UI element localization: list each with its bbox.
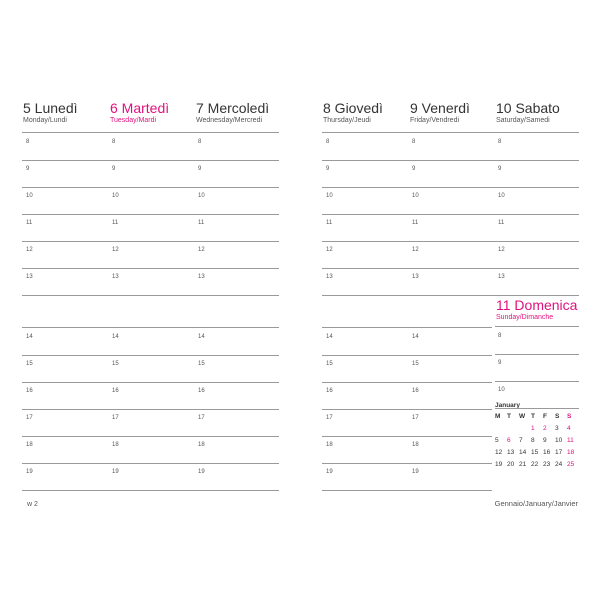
calendar-day[interactable]: 24 bbox=[555, 461, 563, 468]
hour-label: 12 bbox=[498, 247, 505, 253]
calendar-day[interactable]: 1 bbox=[531, 425, 535, 432]
calendar-day bbox=[495, 424, 507, 433]
hour-label: 9 bbox=[198, 166, 202, 172]
calendar-day[interactable]: 3 bbox=[555, 425, 559, 432]
hour-label: 13 bbox=[326, 274, 333, 280]
hour-label: 17 bbox=[112, 415, 119, 421]
right-lower-hour-row[interactable] bbox=[322, 355, 492, 383]
day-subtitle: Friday/Vendredi bbox=[410, 117, 460, 124]
hour-label: 14 bbox=[112, 334, 119, 340]
day-header-tuesday bbox=[110, 100, 169, 125]
hour-label: 8 bbox=[112, 139, 116, 145]
calendar-day[interactable]: 5 bbox=[495, 437, 499, 444]
hour-label: 15 bbox=[326, 361, 333, 367]
week-number: w 2 bbox=[27, 501, 38, 508]
right-upper-hour-row[interactable] bbox=[322, 268, 579, 296]
hour-label: 19 bbox=[198, 469, 205, 475]
weekday-header: F bbox=[543, 413, 547, 420]
left-upper-hour-row[interactable] bbox=[22, 133, 279, 161]
hour-label: 16 bbox=[26, 388, 33, 394]
calendar-day[interactable]: 21 bbox=[519, 461, 527, 468]
day-title: 8 Giovedì bbox=[323, 100, 383, 116]
day-header-wednesday bbox=[196, 100, 269, 125]
calendar-day[interactable]: 6 bbox=[507, 437, 511, 444]
hour-label: 18 bbox=[112, 442, 119, 448]
day-header-saturday bbox=[496, 100, 560, 125]
right-upper-hour-row[interactable] bbox=[322, 241, 579, 269]
hour-label: 11 bbox=[198, 220, 205, 226]
right-page bbox=[300, 0, 600, 600]
hour-label: 9 bbox=[498, 360, 502, 366]
hour-label: 19 bbox=[112, 469, 119, 475]
hour-label: 17 bbox=[198, 415, 205, 421]
hour-label: 12 bbox=[198, 247, 205, 253]
hour-label: 8 bbox=[198, 139, 202, 145]
right-lower-hour-row[interactable] bbox=[322, 409, 492, 437]
calendar-day[interactable]: 4 bbox=[567, 425, 571, 432]
hour-label: 18 bbox=[326, 442, 333, 448]
hour-label: 10 bbox=[498, 193, 505, 199]
mini-calendar-month: January bbox=[495, 402, 520, 409]
hour-label: 10 bbox=[112, 193, 119, 199]
hour-label: 8 bbox=[326, 139, 330, 145]
calendar-day[interactable]: 9 bbox=[543, 437, 547, 444]
hour-label: 19 bbox=[326, 469, 333, 475]
weekday-header: S bbox=[567, 413, 572, 420]
sunday-hour-row[interactable] bbox=[495, 354, 579, 382]
hour-label: 16 bbox=[412, 388, 419, 394]
hour-label: 10 bbox=[326, 193, 333, 199]
hour-label: 18 bbox=[26, 442, 33, 448]
hour-label: 16 bbox=[198, 388, 205, 394]
left-lower-hour-row[interactable] bbox=[22, 328, 279, 356]
hour-label: 15 bbox=[26, 361, 33, 367]
left-upper-hour-row[interactable] bbox=[22, 214, 279, 242]
right-upper-hour-row[interactable] bbox=[322, 214, 579, 242]
hour-label: 8 bbox=[412, 139, 416, 145]
hour-label: 17 bbox=[326, 415, 333, 421]
right-lower-hour-row[interactable] bbox=[322, 328, 492, 356]
hour-label: 17 bbox=[26, 415, 33, 421]
calendar-day[interactable]: 23 bbox=[543, 461, 551, 468]
day-title: 9 Venerdì bbox=[410, 100, 470, 116]
hour-label: 8 bbox=[26, 139, 30, 145]
hour-label: 9 bbox=[412, 166, 416, 172]
hour-label: 13 bbox=[26, 274, 33, 280]
month-label: Gennaio/January/Janvier bbox=[494, 499, 578, 508]
hour-label: 15 bbox=[112, 361, 119, 367]
hour-label: 9 bbox=[498, 166, 502, 172]
hour-label: 9 bbox=[26, 166, 30, 172]
hour-label: 10 bbox=[498, 387, 505, 393]
left-upper-hour-row[interactable] bbox=[22, 241, 279, 269]
day-subtitle: Tuesday/Mardi bbox=[110, 117, 157, 124]
calendar-day bbox=[519, 424, 531, 433]
hour-label: 15 bbox=[412, 361, 419, 367]
weekday-header: T bbox=[507, 413, 511, 420]
day-title: 5 Lunedì bbox=[23, 100, 78, 116]
calendar-day[interactable]: 16 bbox=[543, 449, 551, 456]
hour-label: 12 bbox=[112, 247, 119, 253]
day-header-sunday bbox=[496, 297, 577, 322]
day-header-friday bbox=[410, 100, 470, 125]
hour-label: 13 bbox=[412, 274, 419, 280]
day-title: 10 Sabato bbox=[496, 100, 560, 116]
hour-label: 16 bbox=[112, 388, 119, 394]
hour-label: 18 bbox=[412, 442, 419, 448]
hour-label: 11 bbox=[26, 220, 33, 226]
hour-label: 14 bbox=[326, 334, 333, 340]
hour-label: 15 bbox=[198, 361, 205, 367]
day-subtitle: Wednesday/Mercredi bbox=[196, 117, 263, 124]
left-lower-hour-row[interactable] bbox=[22, 382, 279, 410]
hour-label: 9 bbox=[112, 166, 116, 172]
weekday-header: S bbox=[555, 413, 560, 420]
left-upper-hour-row[interactable] bbox=[22, 268, 279, 296]
right-upper-hour-row[interactable] bbox=[322, 160, 579, 188]
calendar-day[interactable]: 7 bbox=[519, 437, 523, 444]
day-subtitle: Monday/Lundi bbox=[23, 117, 67, 124]
hour-label: 11 bbox=[326, 220, 333, 226]
right-upper-hour-row[interactable] bbox=[322, 133, 579, 161]
day-subtitle: Sunday/Dimanche bbox=[496, 314, 554, 321]
right-lower-hour-row[interactable] bbox=[322, 382, 492, 410]
hour-label: 19 bbox=[412, 469, 419, 475]
hour-label: 10 bbox=[412, 193, 419, 199]
hour-label: 14 bbox=[26, 334, 33, 340]
mini-calendar-grid bbox=[495, 412, 579, 469]
hour-label: 18 bbox=[198, 442, 205, 448]
calendar-day[interactable]: 14 bbox=[519, 449, 527, 456]
calendar-day[interactable]: 25 bbox=[567, 461, 575, 468]
weekday-header: W bbox=[519, 413, 526, 420]
sunday-hour-row[interactable] bbox=[495, 327, 579, 355]
hour-label: 12 bbox=[326, 247, 333, 253]
right-lower-hour-row[interactable] bbox=[322, 463, 492, 491]
calendar-day[interactable]: 12 bbox=[495, 449, 503, 456]
calendar-day[interactable]: 15 bbox=[531, 449, 539, 456]
weekday-header: M bbox=[495, 413, 501, 420]
left-upper-hour-row[interactable] bbox=[22, 187, 279, 215]
hour-label: 12 bbox=[412, 247, 419, 253]
hour-label: 11 bbox=[412, 220, 419, 226]
right-upper-hour-row[interactable] bbox=[322, 187, 579, 215]
hour-label: 8 bbox=[498, 333, 502, 339]
left-lower-hour-row[interactable] bbox=[22, 409, 279, 437]
sunday-hour-row[interactable] bbox=[495, 381, 579, 409]
hour-label: 10 bbox=[26, 193, 33, 199]
hour-label: 14 bbox=[198, 334, 205, 340]
left-lower-hour-row[interactable] bbox=[22, 436, 279, 464]
calendar-day bbox=[507, 424, 519, 433]
calendar-day[interactable]: 8 bbox=[531, 437, 535, 444]
hour-label: 13 bbox=[498, 274, 505, 280]
calendar-day[interactable]: 13 bbox=[507, 449, 515, 456]
left-lower-hour-row[interactable] bbox=[22, 355, 279, 383]
hour-label: 19 bbox=[26, 469, 33, 475]
hour-label: 14 bbox=[412, 334, 419, 340]
calendar-day[interactable]: 11 bbox=[567, 437, 574, 444]
hour-label: 17 bbox=[412, 415, 419, 421]
hour-label: 13 bbox=[198, 274, 205, 280]
day-title: 7 Mercoledì bbox=[196, 100, 270, 116]
hour-label: 10 bbox=[198, 193, 205, 199]
left-upper-hour-row[interactable] bbox=[22, 160, 279, 188]
day-title: 11 Domenica bbox=[496, 297, 578, 313]
hour-label: 11 bbox=[112, 220, 119, 226]
hour-label: 12 bbox=[26, 247, 33, 253]
calendar-day[interactable]: 17 bbox=[555, 449, 563, 456]
weekday-header: T bbox=[531, 413, 535, 420]
hour-label: 8 bbox=[498, 139, 502, 145]
left-lower-hour-row[interactable] bbox=[22, 463, 279, 491]
right-lower-hour-row[interactable] bbox=[322, 436, 492, 464]
day-title: 6 Martedì bbox=[110, 100, 170, 116]
calendar-day[interactable]: 18 bbox=[567, 449, 575, 456]
hour-label: 16 bbox=[326, 388, 333, 394]
day-subtitle: Saturday/Samedi bbox=[496, 117, 550, 124]
hour-label: 11 bbox=[498, 220, 505, 226]
day-subtitle: Thursday/Jeudi bbox=[323, 117, 371, 124]
calendar-day[interactable]: 19 bbox=[495, 461, 503, 468]
hour-label: 13 bbox=[112, 274, 119, 280]
calendar-day[interactable]: 2 bbox=[543, 425, 547, 432]
day-header-monday bbox=[23, 100, 78, 125]
calendar-day[interactable]: 20 bbox=[507, 461, 515, 468]
calendar-day[interactable]: 10 bbox=[555, 437, 563, 444]
mini-calendar bbox=[495, 402, 579, 469]
hour-label: 9 bbox=[326, 166, 330, 172]
calendar-day[interactable]: 22 bbox=[531, 461, 539, 468]
day-header-thursday bbox=[323, 100, 383, 125]
